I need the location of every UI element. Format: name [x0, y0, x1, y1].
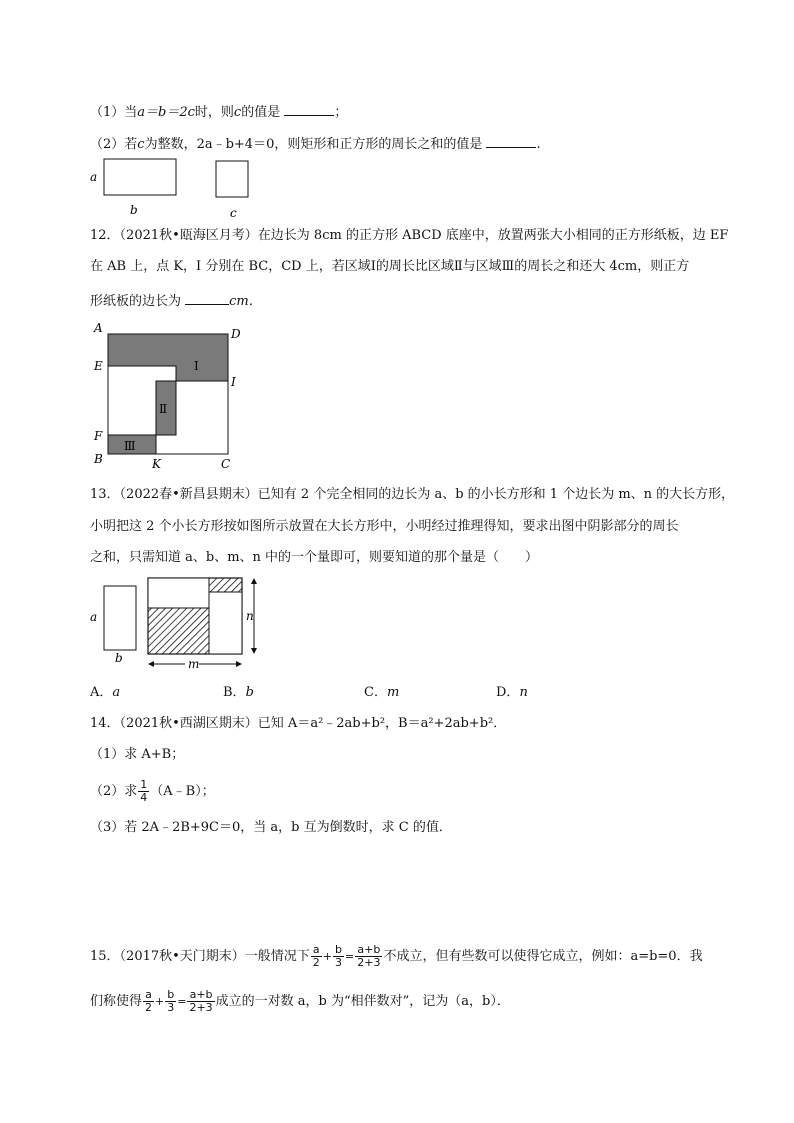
q12-unit: cm． [229, 294, 262, 309]
point-e-label: E [94, 359, 103, 373]
region-1-label: Ⅰ [194, 359, 199, 373]
fraction-one-quarter [138, 779, 149, 804]
q11-part2-var: c [137, 137, 145, 152]
q13-fig-label-n: n [246, 609, 254, 623]
q13-fig-label-a: a [90, 610, 98, 624]
q14-part2-suffix: （A﹣B）； [150, 784, 215, 799]
fraction-sum [355, 944, 382, 969]
q13-small-rectangle [104, 586, 136, 650]
point-d-label: D [231, 327, 241, 341]
q13-option-b[interactable] [223, 684, 254, 702]
q15-line2 [90, 989, 510, 1015]
q12-line1: 12．（2021秋•瓯海区月考）在边长为 8cm 的正方形 ABCD 底座中，放置两张大小相同的正方形纸板，边 EF [90, 228, 729, 243]
q13-option-a[interactable] [90, 684, 120, 702]
answer-blank-q11-2[interactable] [486, 133, 536, 148]
point-a-label: A [94, 321, 103, 335]
fraction-denominator: 2+3 [189, 1001, 213, 1014]
q13-option-c[interactable] [364, 684, 399, 702]
q11-fig-label-c: c [230, 206, 237, 220]
option-b-letter: B． [223, 685, 246, 700]
fraction-sum [187, 989, 214, 1014]
q11-figure [86, 155, 266, 225]
fraction-a-over-2 [143, 989, 154, 1014]
option-c-value: m [386, 685, 400, 700]
q15-line1 [90, 944, 703, 970]
q12-line3 [90, 290, 262, 311]
q15-suffix: 不成立，但有些数可以使得它成立，例如：a=b=0．我 [383, 949, 703, 964]
q11-rectangle [104, 159, 176, 195]
point-f-label: F [94, 429, 103, 443]
q13-figure [86, 574, 276, 674]
fraction-numerator: a [311, 944, 322, 957]
q15-line2-prefix: 们称使得 [90, 994, 143, 1009]
q13-inner-rectangle-1 [148, 578, 209, 608]
m-arrow-left [148, 661, 154, 667]
q11-square [216, 161, 248, 197]
answer-blank-q12[interactable] [185, 290, 229, 305]
option-a-value: a [112, 685, 121, 700]
option-b-value: b [245, 685, 254, 700]
point-i-label: I [231, 375, 236, 389]
option-c-letter: C． [364, 685, 387, 700]
equals-sign: = [345, 950, 355, 963]
q11-part2-prefix: （2）若 [90, 137, 138, 152]
option-a-letter: A． [90, 685, 113, 700]
plus-sign: + [155, 995, 165, 1008]
q15-prefix: 15．（2017秋•天门期末）一般情况下 [90, 949, 310, 964]
shaded-region-2 [209, 578, 242, 592]
q14-line1: 14．（2021秋•西湖区期末）已知 A＝a²﹣2ab+b²，B＝a²+2ab+b²． [90, 716, 507, 731]
region-3-label: Ⅲ [124, 439, 136, 453]
q11-part1-end: ； [334, 105, 348, 120]
q14-part3: （3）若 2A﹣2B+9C＝0，当 a，b 互为倒数时，求 C 的值． [90, 820, 452, 835]
q11-part1-mid: 时，则 [194, 105, 234, 120]
fraction-b-over-3 [333, 944, 344, 969]
q14-part2-prefix: （2）求 [90, 784, 138, 799]
option-d-value: n [519, 685, 528, 700]
q11-part2 [90, 133, 541, 154]
q11-fig-label-a: a [90, 170, 98, 184]
equals-sign: = [177, 995, 187, 1008]
shaded-region-1 [148, 608, 209, 654]
point-b-label: B [94, 452, 103, 466]
fraction-numerator: a [143, 989, 154, 1002]
point-k-label: K [152, 457, 161, 471]
q11-part1-suffix: 的值是 [241, 105, 281, 120]
n-arrow-top [251, 578, 257, 584]
q11-part2-mid: 为整数，2a﹣b+4＝0，则矩形和正方形的周长之和的值是 [144, 137, 483, 152]
q12-figure [88, 318, 248, 476]
q13-line1: 13．（2022春•新昌县期末）已知有 2 个完全相同的边长为 a、b 的小长方形和 1 个边长为 m、n 的大长方形， [90, 487, 735, 502]
plus-sign: + [322, 950, 333, 963]
n-arrow-bottom [251, 648, 257, 654]
q11-part1-var: c [233, 105, 242, 120]
fraction-b-over-3 [165, 989, 176, 1014]
q14-part2 [90, 779, 215, 805]
q13-fig-label-b: b [115, 651, 123, 665]
q13-line2: 小明把这 2 个小长方形按如图所示放置在大长方形中，小明经过推理得知，要求出图中阴影部分的周长 [90, 519, 679, 534]
q14-part1: （1）求 A+B； [90, 747, 185, 762]
fraction-numerator: 1 [140, 778, 148, 791]
point-c-label: C [221, 457, 231, 471]
q11-part1 [90, 101, 347, 122]
m-arrow-right [236, 661, 242, 667]
q11-part2-end: . [536, 137, 541, 152]
fraction-denominator: 3 [335, 956, 343, 969]
q12-line3-prefix: 形纸板的边长为 [90, 294, 182, 309]
fraction-denominator: 3 [167, 1001, 175, 1014]
fraction-denominator: 2+3 [357, 956, 381, 969]
q13-inner-rectangle-2 [209, 592, 242, 654]
option-d-letter: D． [496, 685, 520, 700]
q11-fig-label-b: b [130, 203, 138, 217]
fraction-numerator: a+b [187, 989, 214, 1002]
answer-blank-q11-1[interactable] [284, 101, 334, 116]
fraction-numerator: b [333, 944, 344, 957]
q13-line3: 之和，只需知道 a、b、m、n 中的一个量即可，则要知道的那个量是（ ） [90, 550, 539, 565]
q15-line2-suffix: 成立的一对数 a，b 为“相伴数对”，记为（a，b）． [215, 994, 510, 1009]
fraction-numerator: a+b [355, 944, 382, 957]
fraction-denominator: 2 [312, 956, 320, 969]
q12-line2: 在 AB 上，点 K，I 分别在 BC，CD 上，若区域Ⅰ的周长比区域Ⅱ与区域Ⅲ的周长之和还大 4cm，则正方 [90, 259, 690, 274]
q11-part1-eq: a＝b＝2c [137, 105, 195, 120]
fraction-numerator: b [165, 989, 176, 1002]
fraction-a-over-2 [311, 944, 322, 969]
fraction-denominator: 2 [145, 1001, 153, 1014]
q11-part1-prefix: （1）当 [90, 105, 138, 120]
q13-fig-label-m: m [188, 657, 200, 671]
q13-option-d[interactable] [496, 684, 528, 702]
region-2-label: Ⅱ [159, 402, 168, 416]
fraction-denominator: 4 [140, 791, 148, 804]
